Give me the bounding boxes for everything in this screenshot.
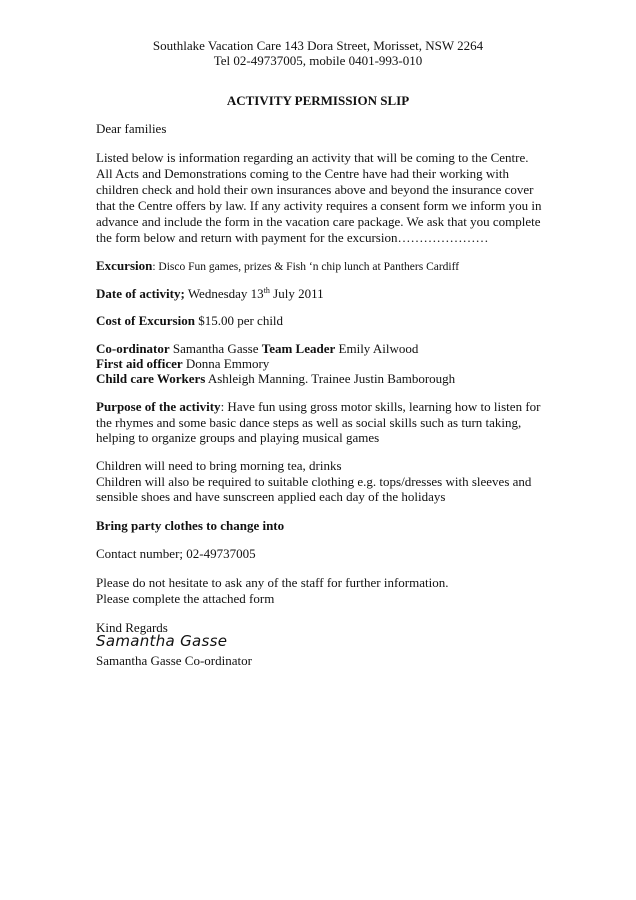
coordinator-name: Samantha Gasse — [169, 341, 262, 356]
workers-label: Child care Workers — [96, 371, 206, 386]
intro-line-3: children check and hold their own insurances above and beyond the insurance cover — [96, 182, 534, 197]
closing-line-2: Please complete the attached form — [96, 591, 275, 606]
intro-line-4: that the Centre offers by law. If any activity requires a consent form we inform you in — [96, 198, 542, 213]
closing-line-1: Please do not hesitate to ask any of the staff for further information. — [96, 575, 449, 590]
excursion-value: : Disco Fun games, prizes & Fish ‘n chip lunch at Panthers Cardiff — [152, 261, 460, 273]
workers-line — [96, 371, 455, 387]
page-title: ACTIVITY PERMISSION SLIP — [226, 93, 410, 108]
date-value: Wednesday 13 — [184, 286, 264, 301]
bring-line-2: Children will also be required to suitable clothing e.g. tops/dresses with sleeves and — [96, 474, 532, 489]
purpose-line-3: helping to organize groups and playing musical games — [96, 430, 380, 445]
cost-label: Cost of Excursion — [96, 313, 195, 328]
purpose-line-2: the rhymes and some basic dance steps as well as social skills such as turn taking, — [96, 415, 522, 430]
excursion-line — [96, 258, 459, 275]
signoff: Samantha Gasse Co-ordinator — [96, 653, 252, 668]
contact-number: Contact number; 02-49737005 — [96, 546, 256, 561]
cost-line — [96, 313, 283, 329]
signature: Samantha Gasse — [96, 632, 228, 650]
first-aid-label: First aid officer — [96, 356, 183, 371]
first-aid-name: Donna Emmory — [182, 356, 270, 371]
intro-line-2: All Acts and Demonstrations coming to the Centre have had their working with — [96, 166, 510, 181]
cost-value: $15.00 per child — [194, 313, 284, 328]
workers-names: Ashleigh Manning. Trainee Justin Bamborough — [205, 371, 456, 386]
bring-line-3: sensible shoes and have sunscreen applied each day of the holidays — [96, 489, 446, 504]
intro-line-1: Listed below is information regarding an activity that will be coming to the Centre. — [96, 150, 529, 165]
coordinator-line — [96, 341, 418, 357]
purpose-line-1 — [96, 399, 540, 415]
excursion-label: Excursion — [96, 258, 153, 273]
first-aid-line — [96, 356, 269, 372]
bring-line-1: Children will need to bring morning tea, drinks — [96, 458, 342, 473]
date-month-year: July 2011 — [269, 286, 324, 301]
team-leader-name: Emily Ailwood — [335, 341, 419, 356]
team-leader-label: Team Leader — [261, 341, 336, 356]
kind-regards: Kind Regards — [96, 620, 168, 635]
greeting: Dear families — [96, 121, 167, 136]
intro-line-6: the form below and return with payment for the excursion………………… — [96, 230, 489, 245]
date-line — [96, 286, 324, 302]
date-ordinal: th — [263, 286, 270, 295]
purpose-label: Purpose of the activity — [96, 399, 221, 414]
purpose-text-1: : Have fun using gross motor skills, learning how to listen for — [220, 399, 541, 414]
header-address: Southlake Vacation Care 143 Dora Street, Morisset, NSW 2264 — [152, 38, 484, 53]
party-clothes-note: Bring party clothes to change into — [96, 518, 285, 533]
header-phone: Tel 02-49737005, mobile 0401-993-010 — [213, 53, 423, 68]
coordinator-label: Co-ordinator — [96, 341, 170, 356]
intro-line-5: advance and include the form in the vacation care package. We ask that you complete — [96, 214, 541, 229]
date-label: Date of activity; — [96, 286, 185, 301]
